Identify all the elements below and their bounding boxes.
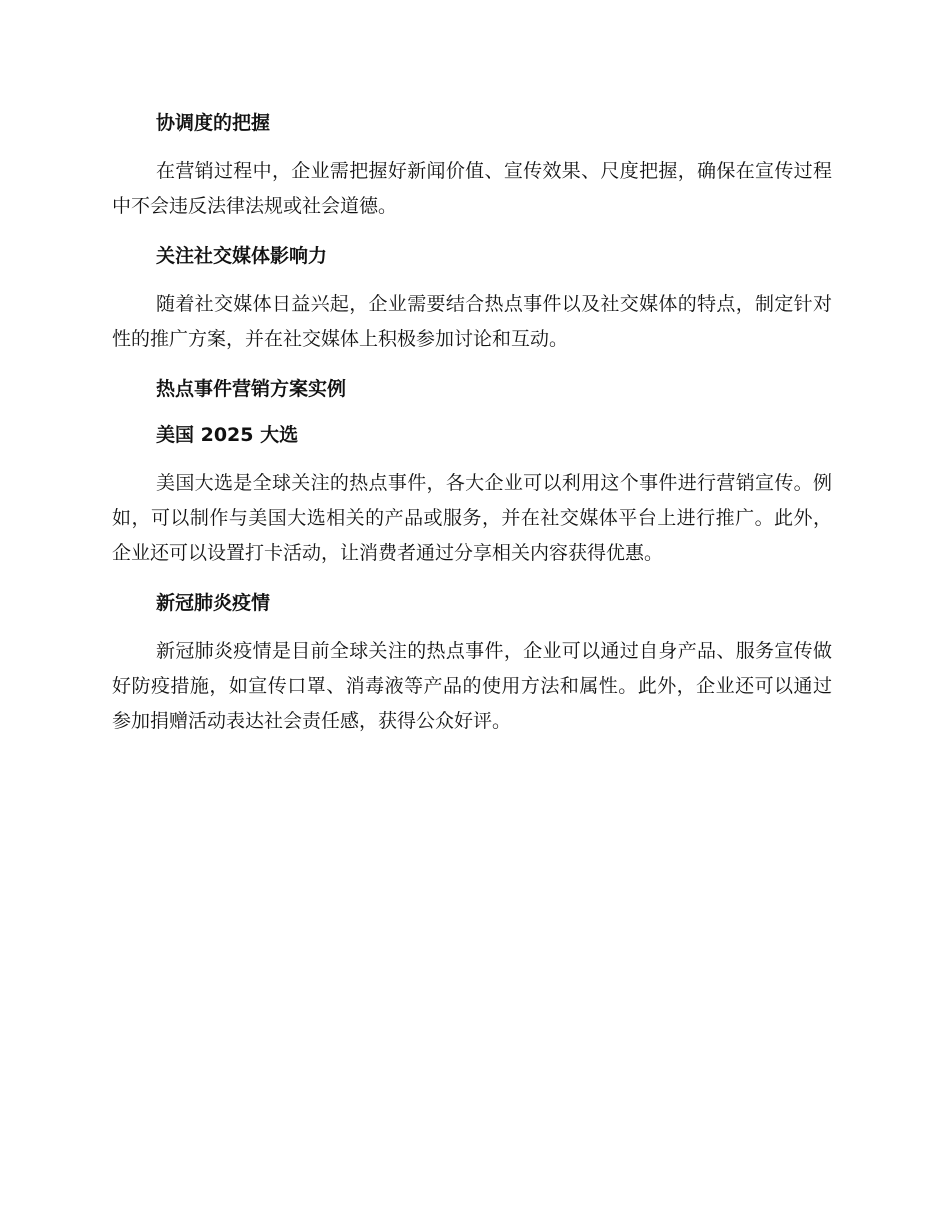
section-paragraph-covid: 新冠肺炎疫情是目前全球关注的热点事件，企业可以通过自身产品、服务宣传做好防疫措施，如宣传口罩、消毒液等产品的使用方法和属性。此外，企业还可以通过参加捐赠活动表达社会责任感，获得公众好评。 (112, 640, 832, 732)
section-paragraph-social-media: 随着社交媒体日益兴起，企业需要结合热点事件以及社交媒体的特点，制定针对性的推广方案，并在社交媒体上积极参加讨论和互动。 (112, 293, 832, 350)
section-heading-us-election: 美国 2025 大选 (156, 424, 299, 446)
section-paragraph-us-election: 美国大选是全球关注的热点事件，各大企业可以利用这个事件进行营销宣传。例如，可以制作与美国大选相关的产品或服务，并在社交媒体平台上进行推广。此外，企业还可以设置打卡活动，让消费者通过分享相关内容获得优惠。 (112, 472, 832, 564)
section-heading-coordination: 协调度的把握 (156, 112, 271, 134)
document-body (112, 108, 832, 739)
section-heading-social-media: 关注社交媒体影响力 (156, 245, 328, 267)
section-heading-covid: 新冠肺炎疫情 (156, 592, 271, 614)
section-paragraph-coordination: 在营销过程中，企业需把握好新闻价值、宣传效果、尺度把握，确保在宣传过程中不会违反法律法规或社会道德。 (112, 160, 832, 217)
section-heading-case-examples: 热点事件营销方案实例 (156, 378, 347, 400)
